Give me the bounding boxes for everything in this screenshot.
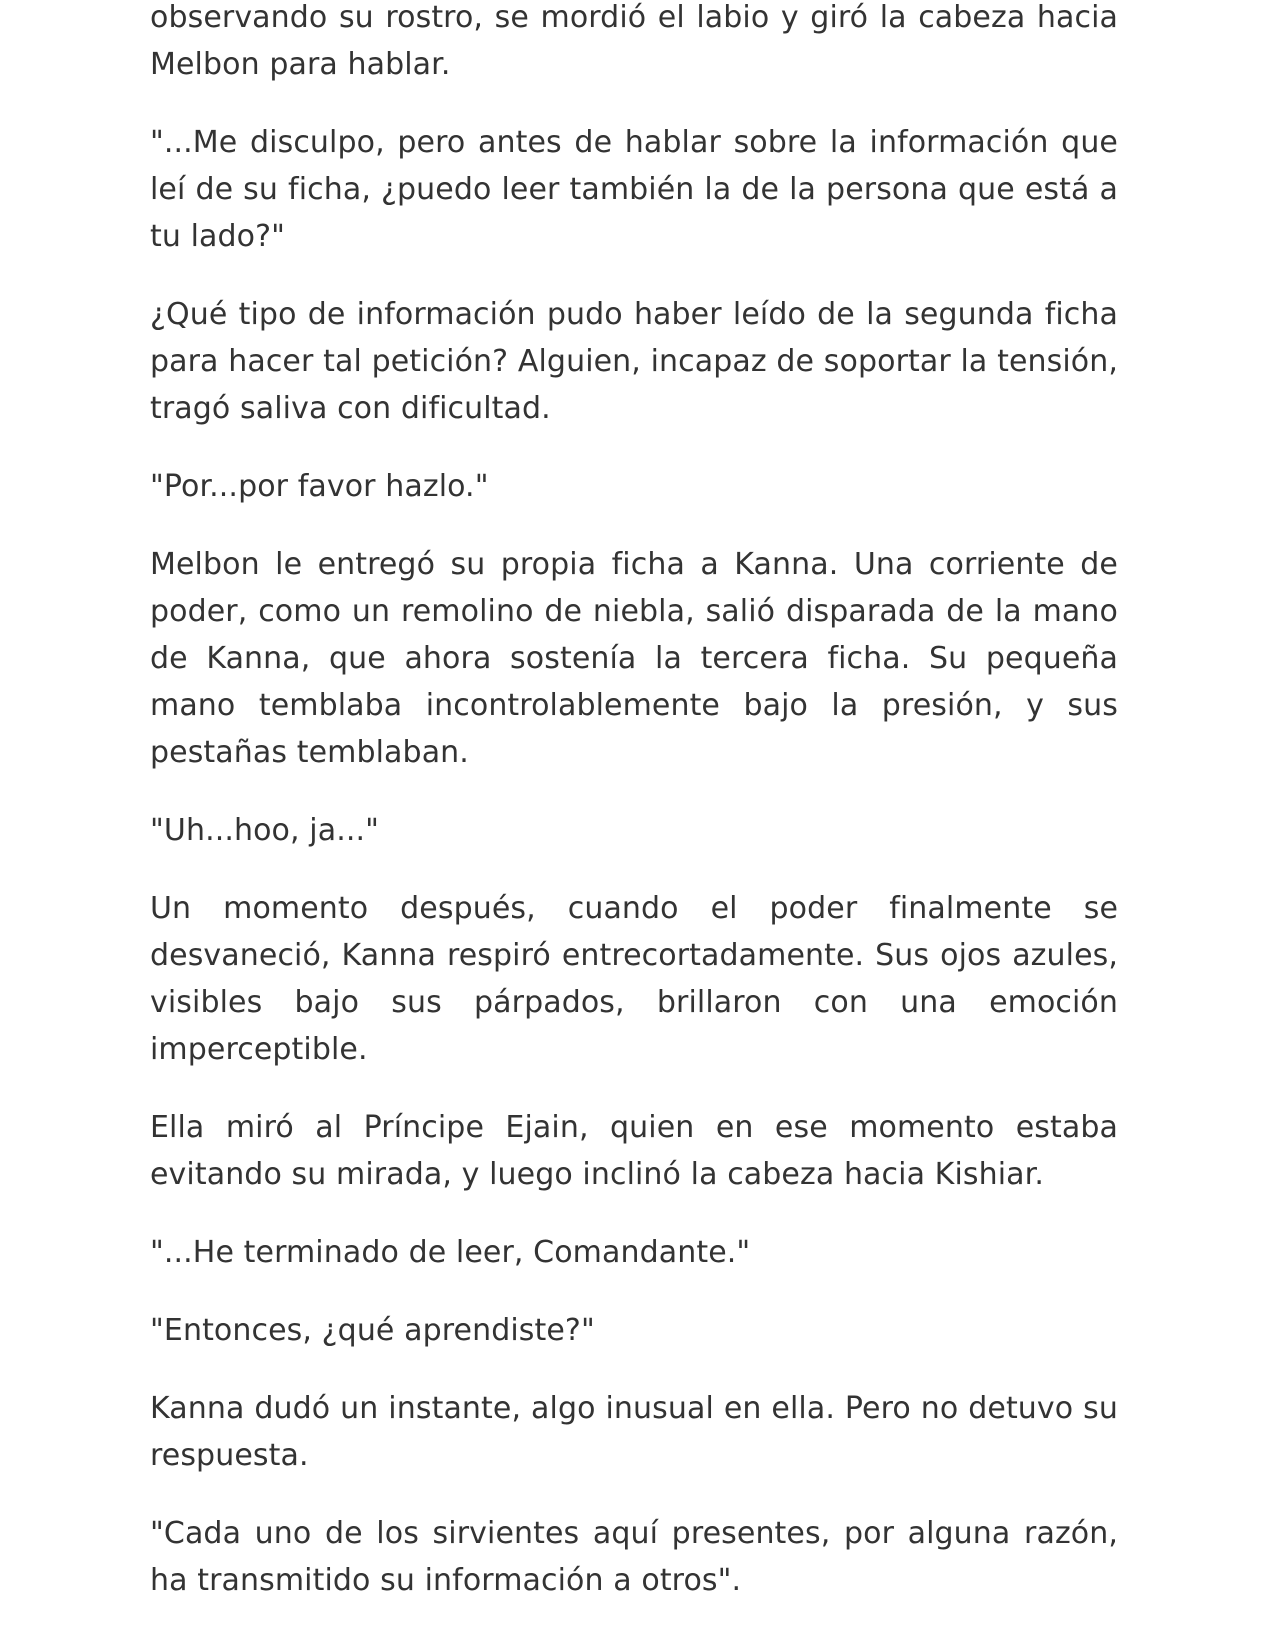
paragraph: "...Me disculpo, pero antes de hablar sobre la información que leí de su ficha, ¿puedo leer también la de la persona que está a tu lado?" [150, 125, 1118, 254]
paragraph: Un momento después, cuando el poder finalmente se desvaneció, Kanna respiró entrecortadamente. Sus ojos azules, visibles bajo sus párpados, brillaron con una emoción imperceptible. [150, 891, 1118, 1067]
document-page [150, 0, 1118, 1650]
paragraph: Ella miró al Príncipe Ejain, quien en ese momento estaba evitando su mirada, y luego inclinó la cabeza hacia Kishiar. [150, 1110, 1118, 1192]
paragraph: Kanna dudó un instante, algo inusual en ella. Pero no detuvo su respuesta. [150, 1391, 1118, 1473]
paragraph: ¿Qué tipo de información pudo haber leído de la segunda ficha para hacer tal petición? Alguien, incapaz de soportar la tensión, tragó saliva con dificultad. [150, 297, 1118, 426]
paragraph: observando su rostro, se mordió el labio y giró la cabeza hacia Melbon para hablar. [150, 0, 1118, 82]
dialogue-line: "Por...por favor hazlo." [150, 469, 489, 504]
dialogue-line: "Entonces, ¿qué aprendiste?" [150, 1313, 595, 1348]
dialogue-line: "Cada uno de los sirvientes aquí presentes, por alguna razón, ha transmitido su información a otros". [150, 1516, 1118, 1598]
paragraph: Melbon le entregó su propia ficha a Kanna. Una corriente de poder, como un remolino de niebla, salió disparada de la mano de Kanna, que ahora sostenía la tercera ficha. Su pequeña mano temblaba incontrolablemente bajo la presión, y sus pestañas temblaban. [150, 547, 1118, 770]
dialogue-line: "...He terminado de leer, Comandante." [150, 1235, 751, 1270]
dialogue-line: "Uh...hoo, ja..." [150, 813, 379, 848]
